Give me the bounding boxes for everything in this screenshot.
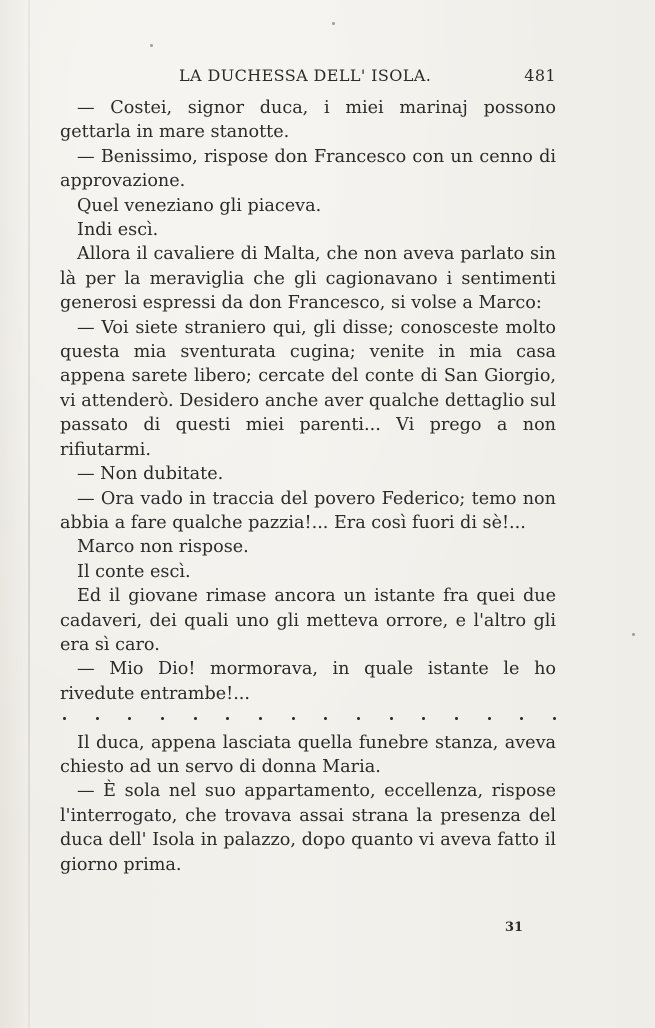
paragraph: Allora il cavaliere di Malta, che non aveva parlato sin là per la meraviglia che gli cagionavano i sentimenti generosi espressi da don Francesco, si volse a Marco: [60, 244, 556, 314]
page-number: 481 [524, 66, 556, 85]
paragraph: — Non dubitate. [77, 464, 224, 485]
paragraph: — È sola nel suo appartamento, eccellenza, rispose l'interrogato, che trovava assai strana la presenza del duca dell' Isola in palazzo, dopo quanto vi aveva fatto il giorno prima. [60, 781, 556, 875]
paper-speck [632, 633, 635, 636]
paragraph: — Costei, signor duca, i miei marinaj possono gettarla in mare stanotte. [60, 98, 556, 143]
paragraph: Quel veneziano gli piaceva. [77, 195, 322, 216]
paragraph: Marco non rispose. [77, 537, 249, 558]
paragraph: Il conte escì. [77, 561, 191, 582]
section-break-dots [60, 706, 556, 730]
body-text [60, 96, 556, 877]
paragraph: Il duca, appena lasciata quella funebre stanza, aveva chiesto ad un servo di donna Maria. [60, 732, 556, 777]
paragraph: Ed il giovane rimase ancora un istante fra quei due cadaveri, dei quali uno gli metteva orrore, e l'altro gli era sì caro. [60, 586, 556, 655]
paragraph: — Benissimo, rispose don Francesco con un cenno di approvazione. [60, 146, 556, 192]
running-header [60, 66, 556, 90]
paragraph: — Mio Dio! mormorava, in quale istante le ho rivedute entrambe!... [60, 659, 556, 704]
paragraph: — Voi siete straniero qui, gli disse; conosceste molto questa mia sventurata cugina; venite in mia casa appena sarete libero; cercate del conte di San Giorgio, vi attenderò. Desidero anche aver qualche dettaglio sul passato di questi miei parenti... Vi prego a non rifiutarmi. [60, 317, 556, 460]
paragraph: — Ora vado in traccia del povero Federico; temo non abbia a fare qualche pazzia!... Era così fuori di sè!... [60, 488, 556, 533]
paper-speck [332, 22, 335, 25]
page-gutter-shadow [28, 0, 30, 1028]
paragraph: Indi escì. [77, 220, 159, 241]
paper-speck [150, 44, 153, 47]
running-title: LA DUCHESSA DELL' ISOLA. [179, 66, 432, 85]
signature-mark: 31 [505, 920, 524, 935]
